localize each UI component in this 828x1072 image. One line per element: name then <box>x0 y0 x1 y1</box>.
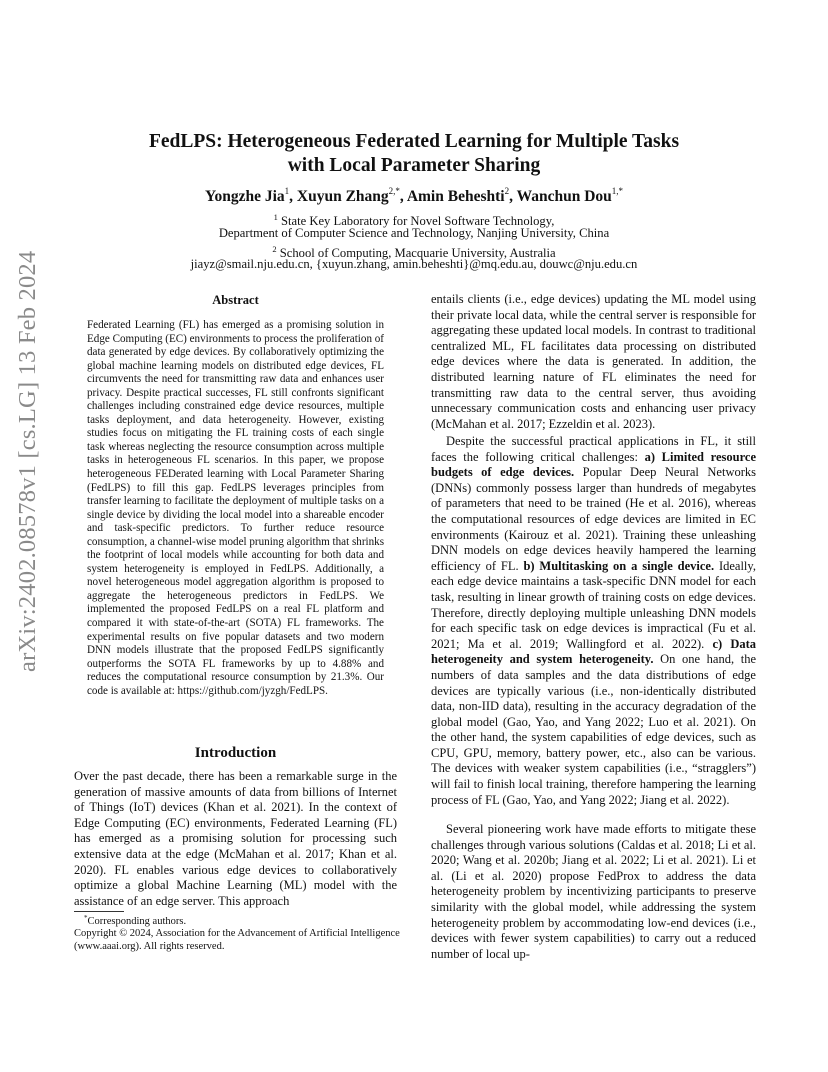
paragraph-text: On one hand, the numbers of data samples and the data distributions of edge devices are typically various (i.e., non-identically distributed data, non-IID data), resulting in the accuracy degradation of the global model (Gao, Yao, and Yang 2022; Luo et al. 2021). On the other hand, the system capabilities of edge devices, such as CPU, GPU, memory, battery power, etc., also can be various. The devices with weaker system capabilities (i.e., “stragglers”) will fail to finish local training, therefore hampering the learning process of FL (Gao, Yao, and Yang 2022; Jiang et al. 2022). <box>431 652 757 807</box>
paragraph-text: Despite the successful practical applications in FL, it still faces the following critical challenges: <box>431 434 756 464</box>
introduction-paragraph: Over the past decade, there has been a remarkable surge in the generation of massive amounts of data from billions of Internet of Things (IoT) devices (Khan et al. 2021). In the context of Edge Computing (EC) environments, Federated Learning (FL) has emerged as a promising solution for processing such extensive data at the edge (McMahan et al. 2017; Khan et al. 2020). FL enables various edge devices to collaboratively optimize a global Machine Learning (ML) model with the assistance of an edge server. This approach <box>74 769 397 908</box>
affiliation-mark: 1 <box>273 212 278 222</box>
arxiv-identifier: arXiv:2402.08578v1 [cs.LG] 13 Feb 2024 <box>14 250 41 672</box>
author-emails: jiayz@smail.nju.edu.cn, {xuyun.zhang, amin.beheshti}@mq.edu.au, douwc@nju.edu.cn <box>190 257 638 271</box>
author-name: Wanchun Dou <box>516 188 612 205</box>
author-affiliation-mark: 2 <box>504 186 510 196</box>
author-affiliation-mark: 2,* <box>388 186 400 196</box>
right-column-paragraph-1: entails clients (i.e., edge devices) updating the ML model using their private local data, while the central server is responsible for aggregating these updated local models. In contrast to traditional centralized ML, FL facilitates data processing on distributed edge devices where the data is generated. In addition, the distributed learning nature of FL eliminates the need for transmitting raw data to the central server, thus avoiding unnecessary communication costs and enhancing user privacy (McMahan et al. 2017; Ezzeldin et al. 2023). <box>431 292 756 431</box>
introduction-heading: Introduction <box>194 745 277 761</box>
abstract-text: Federated Learning (FL) has emerged as a promising solution in Edge Computing (EC) environments to process the proliferation of data generated by edge devices. By collaboratively optimizing the global machine learning models on distributed edge devices, FL circumvents the need for transmitting raw data and enhances user privacy. Despite practical successes, FL still confronts significant challenges including constrained edge device resources, multiple tasks deployment, and data heterogeneity. However, existing studies focus on mitigating the FL training costs of each single task whereas neglecting the resource consumption across multiple tasks in heterogeneous FL scenarios. In this paper, we propose heterogeneous FEDerated learning with Local Parameter Sharing (FedLPS) to fill this gap. FedLPS leverages principles from transfer learning to facilitate the deployment of multiple tasks on a single device by dividing the local model into a shareable encoder and task-specific predictors. To further reduce resource consumption, a channel-wise model pruning algorithm that shrinks the footprint of local models while accounting for both data and system heterogeneity is employed in FedLPS. Additionally, a novel heterogeneous model aggregation algorithm is proposed to aggregate the heterogeneous predictors in FedLPS. We implemented the proposed FedLPS on a real FL platform and compared it with state-of-the-art (SOTA) FL frameworks. The experimental results on five popular datasets and two modern DNN models illustrate that the proposed FedLPS significantly outperforms the SOTA FL frameworks by up to 4.88% and reduces the computational resource consumption by 21.3%. Our code is available at: https://github.com/jyzgh/FedLPS. <box>87 319 385 697</box>
author-affiliation-mark: 1,* <box>611 186 624 196</box>
paper-title-line-2: with Local Parameter Sharing <box>287 155 541 176</box>
author-name: Amin Beheshti <box>406 188 505 205</box>
footnote-copyright: Copyright © 2024, Association for the Advancement of Artificial Intelligence (www.aaai.org). All rights reserved. <box>74 928 400 952</box>
affiliation-text: State Key Laboratory for Novel Software Technology, <box>281 214 555 228</box>
right-column-paragraph-2 <box>431 434 756 808</box>
affiliation-mark: 2 <box>272 244 277 254</box>
challenge-a-heading: a) Limited resource budgets of edge devices. <box>431 449 756 480</box>
paper-title-line-1: FedLPS: Heterogeneous Federated Learning for Multiple Tasks <box>148 131 680 152</box>
footnote-mark: * <box>84 914 88 922</box>
author-name: Yongzhe Jia <box>204 188 285 205</box>
challenge-b-heading: b) Multitasking on a single device. <box>523 558 715 573</box>
paragraph-text: Popular Deep Neural Networks (DNNs) commonly possess larger than hundreds of megabytes of parameters that need to be trained (He et al. 2016), whereas the computational resources of edge devices are limited in EC environments (Kairouz et al. 2021). Training these unleashing DNN models on edge devices heavily hampered the learning efficiency of FL. <box>431 465 756 573</box>
paragraph-text: Ideally, each edge device maintains a task-specific DNN model for each task, resulting in linear growth of training costs on edge devices. Therefore, directly deploying multiple unleashing DNN models for each specific task on edge devices is impractical (Fu et al. 2021; Ma et al. 2019; Wallingford et al. 2022). <box>431 558 756 651</box>
footnote-text: Corresponding authors. <box>87 916 187 927</box>
footnote-rule <box>74 911 124 912</box>
author-list: Yongzhe Jia$^1$, Xuyun Zhang$^{2,*}$, Amin Beheshti$^2$, Wanchun Dou$^{1,*}$ <box>204 186 624 205</box>
author-affiliation-mark: 1 <box>284 186 290 196</box>
footnote-corresponding <box>84 914 186 927</box>
author-name: Xuyun Zhang <box>296 188 389 205</box>
abstract-heading: Abstract <box>212 293 259 307</box>
challenge-c-heading: c) Data heterogeneity and system heterogeneity. <box>431 636 757 667</box>
affiliation-1-department: Department of Computer Science and Technology, Nanjing University, China <box>218 226 610 240</box>
right-column-paragraph-3: Several pioneering work have made efforts to mitigate these challenges through various solutions (Caldas et al. 2018; Li et al. 2020; Wang et al. 2020b; Jiang et al. 2022; Li et al. 2021). Li et al. (Li et al. 2020) propose FedProx to address the data heterogeneity problem by incentivizing participants to preserve similarity with the global model, while addressing the system heterogeneity problem by accommodating low-end devices (i.e., devices with fewer system capabilities) to carry out a reduced number of local up- <box>431 822 756 961</box>
affiliation-text: School of Computing, Macquarie University, Australia <box>279 246 556 260</box>
